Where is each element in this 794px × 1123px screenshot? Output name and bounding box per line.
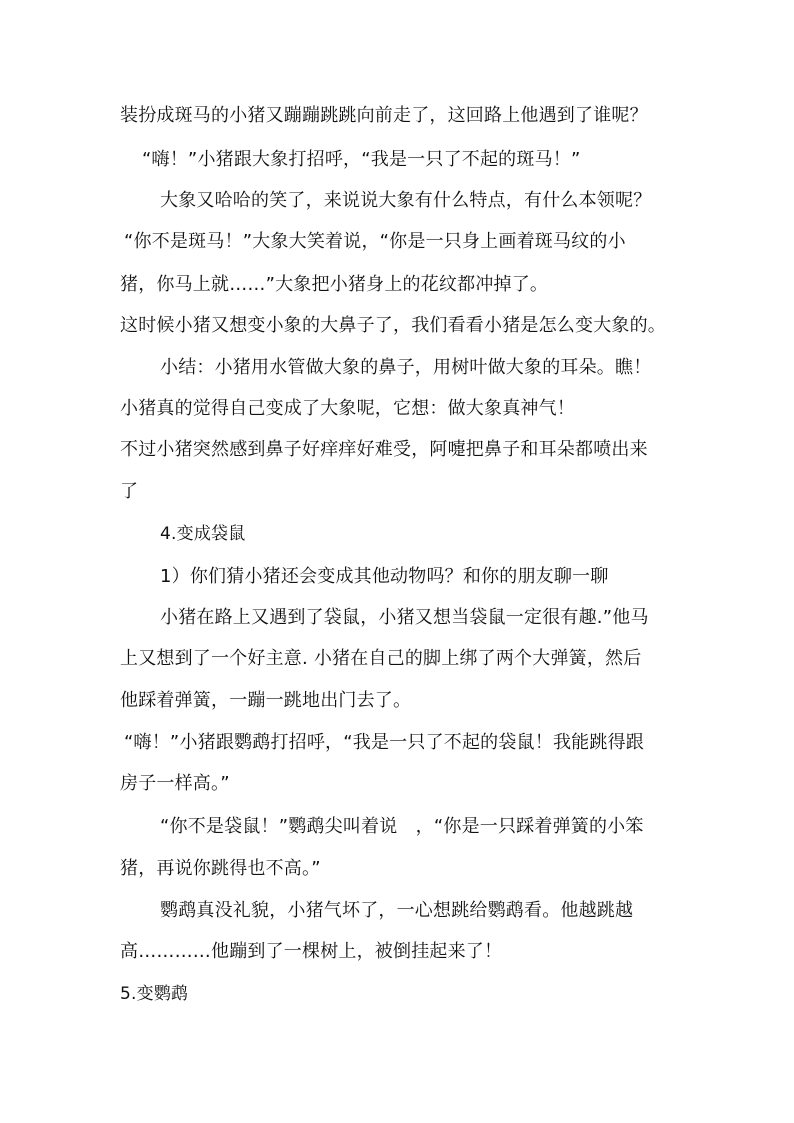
- story-line: “嗨！”小猪跟大象打招呼，“我是一只了不起的斑马！”: [142, 149, 581, 170]
- story-line: “嗨！”小猪跟鹦鹉打招呼，“我是一只了不起的袋鼠！我能跳得跟: [124, 732, 644, 753]
- story-line: 猪，你马上就……”大象把小猪身上的花纹都冲掉了。: [120, 274, 549, 295]
- story-line: 大象又哈哈的笑了，来说说大象有什么特点，有什么本领呢？: [160, 190, 652, 211]
- story-line: 他踩着弹簧，一蹦一跳地出门去了。: [120, 690, 412, 711]
- story-line: “你不是斑马！”大象大笑着说，“你是一只身上画着斑马纹的小: [124, 231, 626, 252]
- story-line: 了: [120, 481, 139, 502]
- story-line: 房子一样高。”: [120, 773, 230, 794]
- section-heading: 5.变鹦鹉: [120, 984, 189, 1004]
- story-line: 这时候小猪又想变小象的大鼻子了，我们看看小猪是怎么变大象的。: [120, 315, 666, 336]
- story-line: 上又想到了一个好主意. 小猪在自己的脚上绑了两个大弹簧，然后: [120, 648, 642, 669]
- question-line: 1）你们猜小猪还会变成其他动物吗？和你的朋友聊一聊: [160, 566, 609, 587]
- story-line: 不过小猪突然感到鼻子好痒痒好难受，阿嚏把鼻子和耳朵都喷出来: [120, 439, 648, 460]
- story-line: 小猪在路上又遇到了袋鼠，小猪又想当袋鼠一定很有趣.”他马: [160, 607, 649, 628]
- story-line: “你不是袋鼠！”鹦鹉尖叫着说 ，“你是一只踩着弹簧的小笨: [160, 816, 644, 837]
- section-heading: 4.变成袋鼠: [160, 524, 246, 544]
- story-line: 高…………他蹦到了一棵树上，被倒挂起来了！: [120, 941, 503, 962]
- story-line: 小猪真的觉得自己变成了大象呢，它想：做大象真神气！: [120, 398, 575, 419]
- story-line: 鹦鹉真没礼貌，小猪气坏了，一心想跳给鹦鹉看。他越跳越: [160, 900, 634, 921]
- summary-line: 小结：小猪用水管做大象的鼻子，用树叶做大象的耳朵。瞧！: [160, 357, 652, 378]
- story-line: 猪，再说你跳得也不高。”: [120, 858, 321, 879]
- story-line: 装扮成斑马的小猪又蹦蹦跳跳向前走了，这回路上他遇到了谁呢？: [120, 105, 648, 126]
